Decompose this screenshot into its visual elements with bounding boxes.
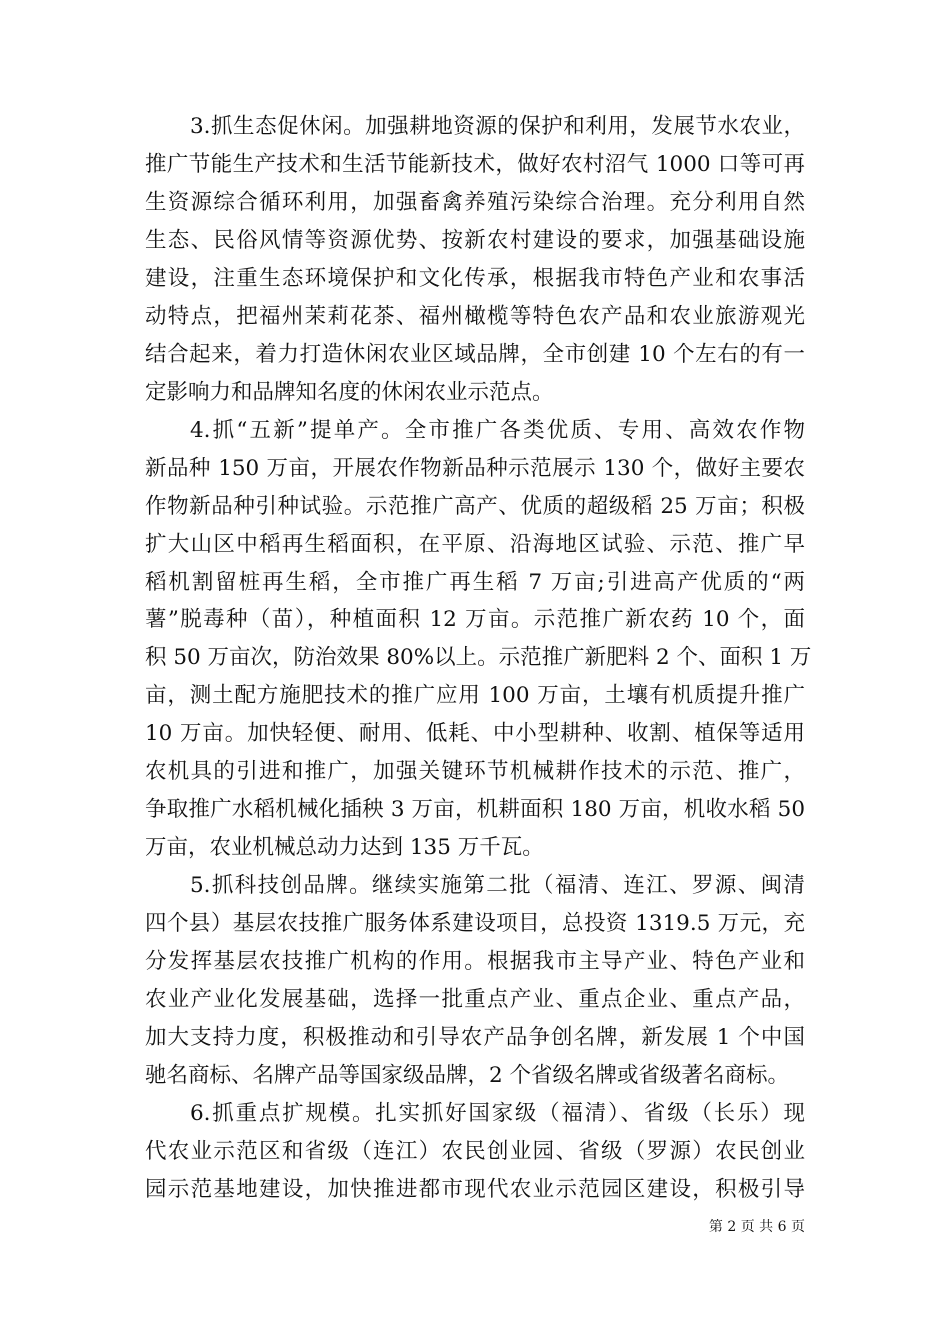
paragraph-line: 新品种 150 万亩，开展农作物新品种示范展示 130 个，做好主要农: [145, 455, 805, 481]
paragraph-line: 分发挥基层农技推广机构的作用。根据我市主导产业、特色产业和: [145, 949, 805, 975]
paragraph-line: 积 50 万亩次，防治效果 80%以上。示范推广新肥料 2 个、面积 1 万: [145, 645, 812, 671]
page-number: 第 2 页 共 6 页: [708, 1219, 805, 1235]
paragraph-line: 生资源综合循环利用，加强畜禽养殖污染综合治理。充分利用自然: [145, 189, 805, 215]
paragraph-line: 定影响力和品牌知名度的休闲农业示范点。: [145, 379, 554, 405]
paragraph-line: 建设，注重生态环境保护和文化传承，根据我市特色产业和农事活: [145, 265, 805, 291]
paragraph-line: 园示范基地建设，加快推进都市现代农业示范园区建设，积极引导: [145, 1176, 805, 1202]
paragraph-line: 代农业示范区和省级（连江）农民创业园、省级（罗源）农民创业: [145, 1138, 805, 1164]
paragraph-first-line: 5.抓科技创品牌。继续实施第二批（福清、连江、罗源、闽清: [190, 873, 805, 899]
paragraph-line: 万亩，农业机械总动力达到 135 万千瓦。: [145, 835, 544, 861]
paragraph-first-line: 6.抓重点扩规模。扎实抓好国家级（福清）、省级（长乐）现: [190, 1100, 805, 1126]
paragraph-line: 生态、民俗风情等资源优势、按新农村建设的要求，加强基础设施: [145, 227, 805, 253]
paragraph-line: 四个县）基层农技推广服务体系建设项目，总投资 1319.5 万元，充: [145, 911, 805, 937]
paragraph-line: 驰名商标、名牌产品等国家级品牌，2 个省级名牌或省级著名商标。: [145, 1063, 790, 1088]
paragraph-line: 10 万亩。加快轻便、耐用、低耗、中小型耕种、收割、植保等适用: [145, 721, 805, 747]
paragraph-line: 结合起来，着力打造休闲农业区域品牌，全市创建 10 个左右的有一: [145, 341, 805, 367]
paragraph-line: 作物新品种引种试验。示范推广高产、优质的超级稻 25 万亩；积极: [145, 493, 805, 519]
paragraph-line: 推广节能生产技术和生活节能新技术，做好农村沼气 1000 口等可再: [145, 151, 805, 177]
paragraph-line: 薯”脱毒种（苗），种植面积 12 万亩。示范推广新农药 10 个，面: [145, 607, 805, 633]
paragraph-line: 农业产业化发展基础，选择一批重点产业、重点企业、重点产品，: [145, 987, 805, 1013]
paragraph-line: 争取推广水稻机械化插秧 3 万亩，机耕面积 180 万亩，机收水稻 50: [145, 797, 805, 823]
paragraph-line: 亩，测土配方施肥技术的推广应用 100 万亩，土壤有机质提升推广: [145, 683, 805, 709]
paragraph-line: 动特点，把福州茉莉花茶、福州橄榄等特色农产品和农业旅游观光: [145, 303, 805, 329]
paragraph-first-line: 3.抓生态促休闲。加强耕地资源的保护和利用，发展节水农业，: [190, 114, 805, 139]
paragraph-line: 稻机割留桩再生稻，全市推广再生稻 7 万亩;引进高产优质的“两: [145, 569, 805, 595]
paragraph-line: 加大支持力度，积极推动和引导农产品争创名牌，新发展 1 个中国: [145, 1025, 805, 1051]
paragraph-first-line: 4.抓“五新”提单产。全市推广各类优质、专用、高效农作物: [190, 417, 805, 443]
paragraph-line: 扩大山区中稻再生稻面积，在平原、沿海地区试验、示范、推广早: [145, 531, 805, 557]
paragraph-line: 农机具的引进和推广，加强关键环节机械耕作技术的示范、推广，: [145, 759, 805, 785]
